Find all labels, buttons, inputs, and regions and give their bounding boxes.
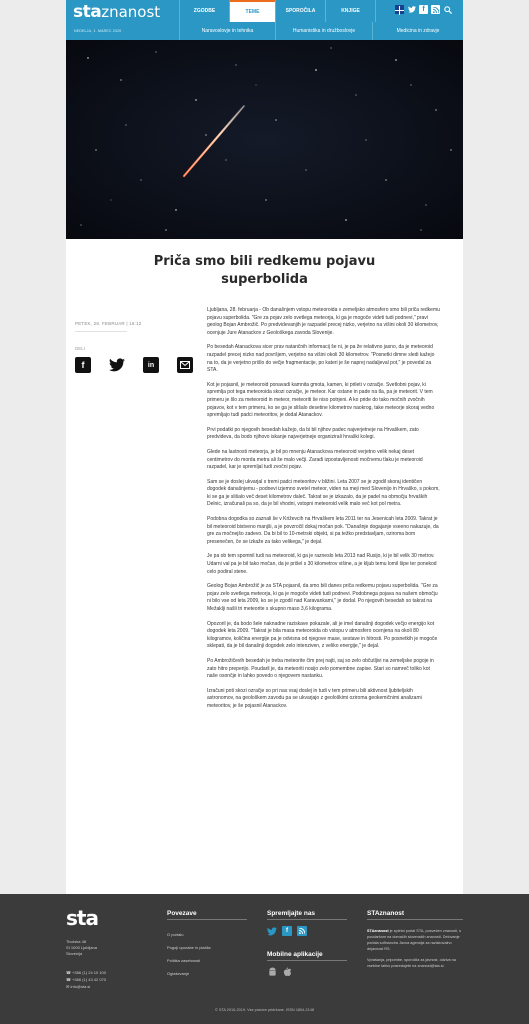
rss-icon[interactable] (431, 5, 440, 14)
mobile-app-icons (267, 967, 292, 977)
footer-links (167, 928, 211, 980)
article-date: PETEK, 28. FEBRUAR | 16:12 (75, 321, 142, 326)
article-paragraph: Opozoril je, da bodo šele naknadne raziskave pokazale, ali je imel današnji dogodek večjo energijo kot dogodek leta 2009. "Takrat je bila masa meteoroida ob vstopu v atmosfero ocenjena na okoli 80 kilogramov, količina energije pa je odvisna od njegove mase, sestave in hitrosti. Po posnetkih je mogoče sklepati, da je bil današnji dogodek zelo intenziven, z veliko energije," je dejal. (207, 620, 438, 650)
nav-knjige[interactable]: KNJIGE (325, 0, 376, 22)
article (66, 239, 463, 894)
address-line: Tivolska 48 (66, 939, 87, 944)
article-body (207, 307, 440, 718)
logo-sta: sta (73, 2, 102, 22)
flag-icon[interactable] (395, 5, 404, 14)
footer-about (367, 928, 465, 969)
footer-link[interactable]: O portalu (167, 932, 184, 937)
divider (75, 331, 127, 332)
article-paragraph: Glede na lastnosti meteorja, je bil po mnenju Atanackova meteoroid verjetno velik nekaj deset centimetrov do morda metra ali še malo večji. Zaradi izpostavljenosti močnemu tlaku je meteoroid razpadel, kar je spremljal tudi zvočni pojav. (207, 448, 423, 471)
header-icons (395, 5, 452, 14)
article-paragraph: Je pa ob tem spomnil tudi na meteoroid, ki ga je razneslo leta 2013 nad Rusijo, ki je bil velik 30 metrov. Udarni val pa je bil tako močan, da je prišel s 30 kilometrov višine, a je kljub temu lomil šipe ter ponekod celo podiral stene. (207, 553, 437, 575)
footer-address (66, 939, 97, 957)
share-buttons (75, 357, 193, 373)
address-line: SI 1000 Ljubljana (66, 945, 97, 950)
sub-nav (179, 22, 463, 40)
phone-icon: ☎ (66, 970, 73, 975)
logo-znanost: znanost (101, 3, 161, 21)
footer-social (267, 926, 307, 936)
address-line: Slovenija (66, 951, 83, 956)
footer-facebook-icon[interactable]: f (282, 926, 292, 936)
fax-line: ☎ +386 (1) 43 42 070 (66, 977, 107, 982)
mobile-apps-heading: Mobilne aplikacije (267, 951, 323, 958)
phone-line: ☎ +386 (1) 24 10 100 (66, 970, 107, 975)
footer-rss-icon[interactable] (297, 926, 307, 936)
android-icon[interactable] (267, 967, 277, 977)
article-paragraph: Po besedah Atanackova sicer prav natančnih informacij še ni, je pa že relativno jasno, da je meteoroid razpadel precej nizko nad površjem, verjetno na višini okoli 30 kilometrov. "Posnetki dimne sledi kažejo na to, da je verjetno prišlo do večje fragmentacije, po kateri je še naprej nadaljeval pot," je povedal za STA. (207, 344, 435, 374)
subnav-naravoslovje[interactable]: Naravoslovje in tehnika (179, 22, 275, 40)
search-icon[interactable] (443, 5, 452, 14)
share-email-icon[interactable] (177, 357, 193, 373)
nav-sporocila[interactable]: SPOROČILA (275, 0, 325, 22)
twitter-icon[interactable] (407, 5, 416, 14)
site-logo[interactable] (73, 4, 160, 21)
site-footer (0, 894, 529, 1024)
article-paragraph: Podobna dogodka so zaznali še v Križevcih na Hrvaškem leta 2011 ter na Jesenicah leta 2009. Takrat je bil meteoroid bistveno manjši, a je povzročil dokaj močan pok. "Današnje dogajanje vseeno nakazuje, da gre za močnejšo zadevo. Da bi bil to 10-metrski objekt, si pa težko predstavljam, oziroma bom presenečen, če se izkaže za tako velikega," je dejal. (207, 516, 439, 545)
povezave-heading: Povezave (167, 910, 197, 917)
subnav-humanistika[interactable]: Humanistika in družboslovje (275, 22, 372, 40)
share-facebook-icon[interactable]: f (75, 357, 91, 373)
staznanost-heading: STAznanost (367, 910, 404, 917)
article-paragraph: Sam se je doslej ukvarjal s tremi padci meteoritov v bližini. Leta 2007 se je zgodil skoraj identičen dogodek današnjemu - podnevi izjemno svetel meteor, viden na meji med Slovenijo in Hrvaško, s pokom, ki se ga je slišalo več deset kilometrov daleč. Takrat se je izkazalo, da je padel na območju hrvaških Delnic, izračunali pa so, da je bil vhodni, vstopni meteoroid velik malo več kot pol metra. (207, 478, 440, 508)
footer-logo[interactable]: sta (66, 906, 98, 930)
about-contact: Vprašanja, pripombe, sporočila za javnost, odziva na vsebine lahko posredujete na znanost@sta.si. (367, 958, 456, 968)
facebook-icon[interactable]: f (419, 5, 428, 14)
email-line[interactable]: ✉ info@sta.si (66, 984, 91, 989)
footer-link[interactable]: Politika zasebnosti (167, 958, 201, 963)
article-paragraph: Ljubljana, 28. februarja - Ob današnjem vstopu meteoroida v zemeljsko atmosfero smo bili priča redkemu pojavu superbolida. "Gre za pojav zelo svetlega meteorja, ki ga je mogoče videti tudi podnevi," pravi geolog Bojan Ambrožič. Po predvidevanjih je razpadel precej nizko, verjetno na višini okoli 30 kilometrov, ocenjuje Jure Atanackov z Geološkega zavoda Slovenije. (207, 307, 440, 336)
nav-zgodbe[interactable]: ZGODBE (179, 0, 229, 22)
article-title: Priča smo bili redkemu pojavu superbolida (153, 254, 376, 287)
about-text: STAznanost je spletni portal STA, posvečen znanosti, s poudarkom na domačih slovenskih znanosti. Delovanje portala sofinancira Javna agencija za raziskovalno dejavnost RS. (367, 929, 461, 951)
fax-icon: ☎ (66, 977, 73, 982)
header-date: NEDELJA, 1. MAREC 2020 (74, 29, 122, 33)
footer-link[interactable]: Oglaševanje (167, 971, 190, 976)
article-paragraph: Po Ambrožičevih besedah je treba meteorite čim prej najti, saj so zelo občutljivi na zemeljske pogoje in zato hitro preperijo. Poudaril je, da meteoriti nosijo zelo pomembne zapise. Stari so namreč toliko kot naše osončje in lahko povedo o njegovem nastanku. (207, 657, 434, 680)
copyright: © STA 2015-2019. Vse pravice pridržane. ISSN 1854-2148 (215, 1008, 314, 1012)
share-label: DELI (75, 346, 86, 351)
article-paragraph: Izračuni poti skozi ozračje so pri nas vsaj doslej in tudi v tem primeru bili aktivnost ljubiteljskih astronomov, na geološkem zavodu pa se ukvarjajo z geološkimi oziroma geokemičnimi analizami meteoritov, je še pojasnil Atanackov. (207, 687, 422, 709)
share-linkedin-icon[interactable]: in (143, 357, 159, 373)
nav-teme[interactable]: TEME (229, 0, 275, 22)
main-nav (179, 0, 376, 22)
subnav-medicina[interactable]: Medicina in zdravje (372, 22, 463, 40)
article-paragraph: Kot je pojasnil, je meteoroid ponavadi kamnita gmota, kamen, ki prileti v ozračje. Svetlobni pojav, ki spremlja pot tega meteoroida skozi ozračje, je meteor. Kar ostane in pade na tla, pa je meteorit. V tem primeru je šlo za meteoroid in meteor, meteoriti še niso potrjeni. A ko pride do tako močnih zvočnih pojavov, kot v tem primeru, ko se ga je slišalo desetine kilometrov naokrog, take meteorje skoraj vedno spremljajo tudi padci meteoritov, je dodal Atanackov. (207, 381, 435, 419)
hero-image (66, 40, 463, 239)
apple-icon[interactable] (282, 967, 292, 977)
footer-contact (66, 969, 106, 990)
footer-link[interactable]: Pogoji uporabe in plačila (167, 945, 211, 950)
spremljajte-heading: Spremljajte nas (267, 910, 315, 917)
article-paragraph: Prvi podatki po njegovih besedah kažejo, da bi bil njihov padec najverjetneje na Hrvaškem, zato predvideva, da bodo njihovo iskanje najverjetneje organizirali hrvaški kolegi. (207, 426, 419, 441)
article-paragraph: Geolog Bojan Ambrožič je za STA pojasnil, da smo bili danes priča redkemu pojavu superbolida. "Gre za pojav zelo svetlega meteorja, ki ga je mogoče videti tudi podnevi. Podobnega pojava na našem območju ni bilo vse od leta 2009, ko se je zgodil nad Karavankami," je dodal. Po njegovih besedah so takrat na Mežaklji našli tri meteorite s skupno maso 3,6 kilograma. (207, 583, 438, 612)
mail-icon: ✉ (66, 984, 71, 989)
footer-twitter-icon[interactable] (267, 926, 277, 936)
share-twitter-icon[interactable] (109, 357, 125, 373)
night-sky-meteor-image (66, 40, 463, 239)
